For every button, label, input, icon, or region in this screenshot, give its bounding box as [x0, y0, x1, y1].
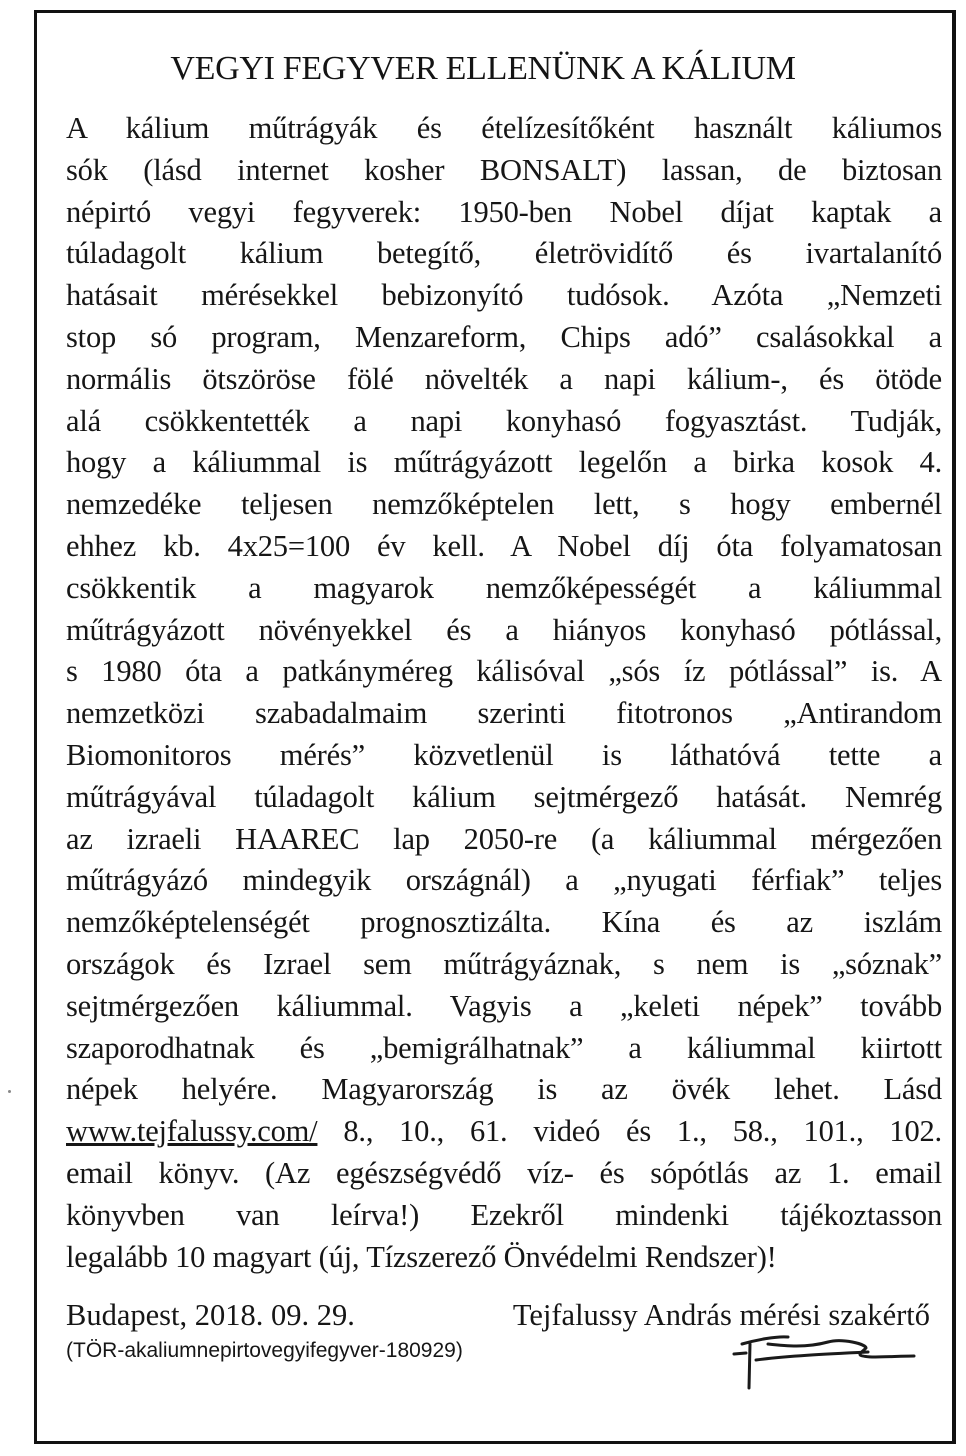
document-title: VEGYI FEGYVER ELLENÜNK A KÁLIUM: [170, 50, 796, 87]
text-line: Biomonitoros mérés” közvetlenül is láthatóvá tette a: [66, 737, 942, 772]
author-name: Tejfalussy András mérési szakértő: [512, 1298, 930, 1332]
text-line: email könyv. (Az egészségvédő víz- és sópótlás az 1. email: [66, 1155, 942, 1190]
text-line: csökkentik a magyarok nemzőképességét a káliummal: [66, 570, 942, 605]
scan-speck: [8, 1090, 11, 1093]
text-line: népirtó vegyi fegyverek: 1950-ben Nobel díjat kaptak a: [66, 194, 942, 229]
text-line: nemzedéke teljesen nemzőképtelen lett, s hogy embernél: [66, 487, 942, 522]
text-line: A kálium műtrágyák és ételízesítőként használt káliumos: [66, 111, 942, 145]
text-line: szaporodhatnak és „bemigrálhatnak” a káliummal kiirtott: [66, 1030, 942, 1065]
place-date: Budapest, 2018. 09. 29.: [66, 1298, 355, 1332]
text-line: az izraeli HAAREC lap 2050-re (a káliummal mérgezően: [66, 821, 942, 856]
text-line: sók (lásd internet kosher BONSALT) lassan, de biztosan: [66, 152, 942, 187]
text-line: ehhez kb. 4x25=100 év kell. A Nobel díj óta folyamatosan: [66, 528, 942, 563]
reference-code: (TÖR-akaliumnepirtovegyifegyver-180929): [66, 1339, 463, 1362]
text-line: hogy a káliummal is műtrágyázott legelőn a birka kosok 4.: [66, 445, 942, 480]
handwritten-signature: [716, 1324, 916, 1394]
text-line: sejtmérgezően káliummal. Vagyis a „keleti népek” tovább: [66, 988, 942, 1023]
text-line: műtrágyával túladagolt kálium sejtmérgező hatását. Nemrég: [66, 779, 942, 814]
text-line: s 1980 óta a patkányméreg kálisóval „sós íz pótlással” is. A: [66, 654, 942, 689]
text-line: műtrágyázó mindegyik országnál) a „nyugati férfiak” teljes: [66, 863, 942, 898]
text-line: alá csökkentették a napi konyhasó fogyasztást. Tudják,: [66, 403, 942, 438]
text-line: stop só program, Menzareform, Chips adó” csalásokkal a: [66, 319, 942, 354]
body-text: [66, 108, 942, 1278]
url-line-rest: 8., 10., 61. videó és 1., 58., 101., 102.: [317, 1114, 942, 1149]
text-line: túladagolt kálium betegítő, életrövidítő és ivartalanító: [66, 236, 942, 271]
text-line: műtrágyázott növényekkel és a hiányos konyhasó pótlással,: [66, 612, 942, 647]
text-line: országok és Izrael sem műtrágyáznak, s nem is „sóznak”: [66, 946, 942, 981]
text-line: nemzőképtelenségét prognosztizálta. Kína és az iszlám: [66, 905, 942, 940]
website-link[interactable]: www.tejfalussy.com/: [66, 1114, 318, 1149]
text-line: nemzetközi szabadalmaim szerinti fitotronos „Antirandom: [66, 696, 942, 731]
text-line: legalább 10 magyart (új, Tízszerező Önvédelmi Rendszer)!: [66, 1239, 777, 1274]
text-line: népek helyére. Magyarország is az övék lehet. Lásd: [66, 1072, 942, 1107]
text-line-url: [66, 1111, 942, 1153]
text-line: könyvben van leírva!) Ezekről mindenki tájékoztasson: [66, 1197, 942, 1232]
text-line: normális ötszöröse fölé növelték a napi kálium-, és ötöde: [66, 361, 942, 396]
text-line: hatásait mérésekkel bebizonyító tudósok. Azóta „Nemzeti: [66, 278, 942, 313]
